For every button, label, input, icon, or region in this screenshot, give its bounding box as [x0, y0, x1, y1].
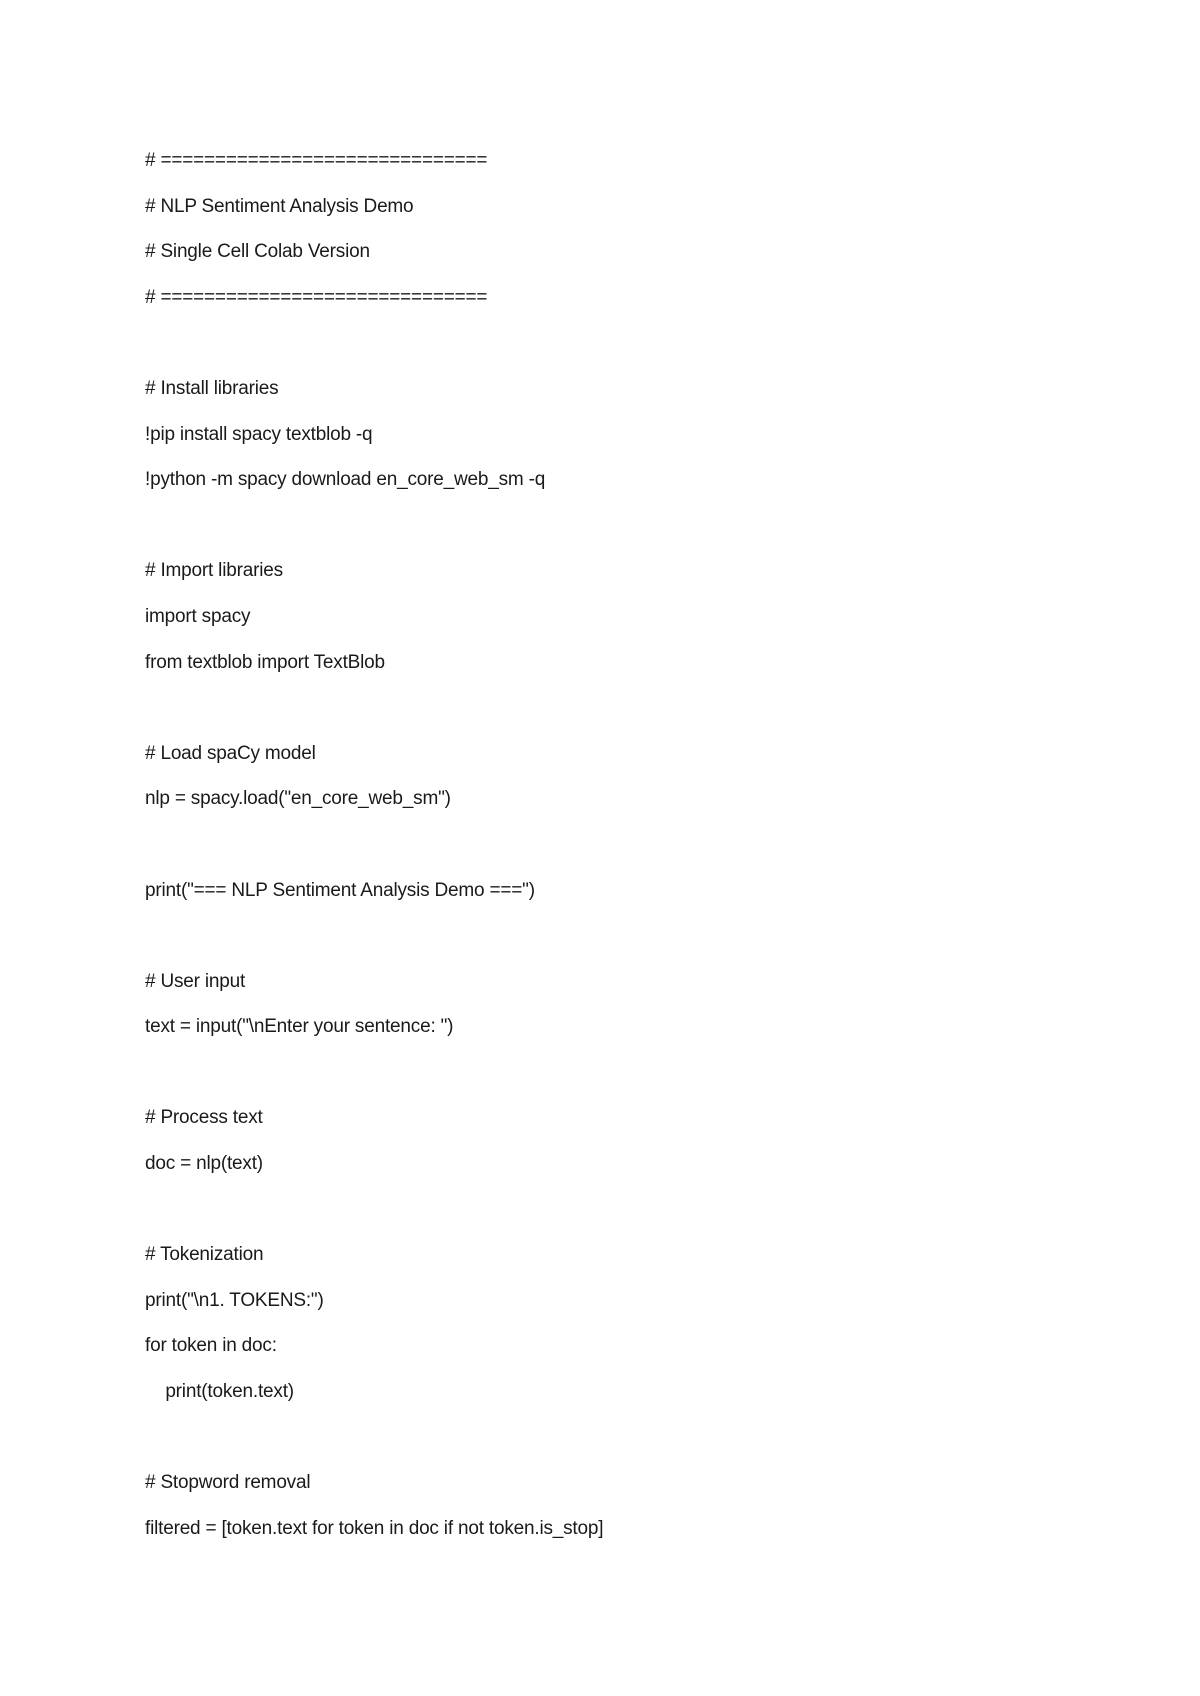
code-line: # Import libraries: [145, 560, 283, 582]
code-line: print("=== NLP Sentiment Analysis Demo ==="): [145, 879, 535, 901]
code-line: # Single Cell Colab Version: [145, 241, 370, 263]
code-line: # Stopword removal: [145, 1472, 311, 1494]
code-line: from textblob import TextBlob: [145, 651, 385, 673]
code-line: # NLP Sentiment Analysis Demo: [145, 195, 414, 217]
blank-line: [145, 830, 1145, 876]
code-line: for token in doc:: [145, 1335, 277, 1357]
blank-line: [145, 693, 1145, 739]
code-line: doc = nlp(text): [145, 1153, 263, 1175]
blank-line: [145, 921, 1145, 967]
code-line: filtered = [token.text for token in doc if not token.is_stop]: [145, 1517, 604, 1539]
code-line: print("\n1. TOKENS:"): [145, 1289, 324, 1311]
blank-line: [145, 1423, 1145, 1469]
code-line: # User input: [145, 970, 246, 992]
code-line: print(token.text): [145, 1381, 294, 1403]
code-line: !pip install spacy textblob -q: [145, 423, 373, 445]
code-listing: [145, 146, 1145, 1559]
code-line: nlp = spacy.load("en_core_web_sm"): [145, 788, 451, 810]
blank-line: [145, 328, 1145, 374]
code-line: # ==============================: [145, 150, 488, 171]
code-line: # ==============================: [145, 286, 488, 308]
code-line: # Tokenization: [145, 1244, 264, 1266]
code-line: import spacy: [145, 605, 251, 627]
code-line: text = input("\nEnter your sentence: "): [145, 1016, 454, 1038]
blank-line: [145, 511, 1145, 557]
code-line: !python -m spacy download en_core_web_sm -q: [145, 469, 546, 491]
blank-line: [145, 1058, 1145, 1104]
code-line: # Install libraries: [145, 377, 279, 399]
blank-line: [145, 1195, 1145, 1241]
code-line: # Process text: [145, 1107, 263, 1129]
code-line: # Load spaCy model: [145, 742, 316, 764]
